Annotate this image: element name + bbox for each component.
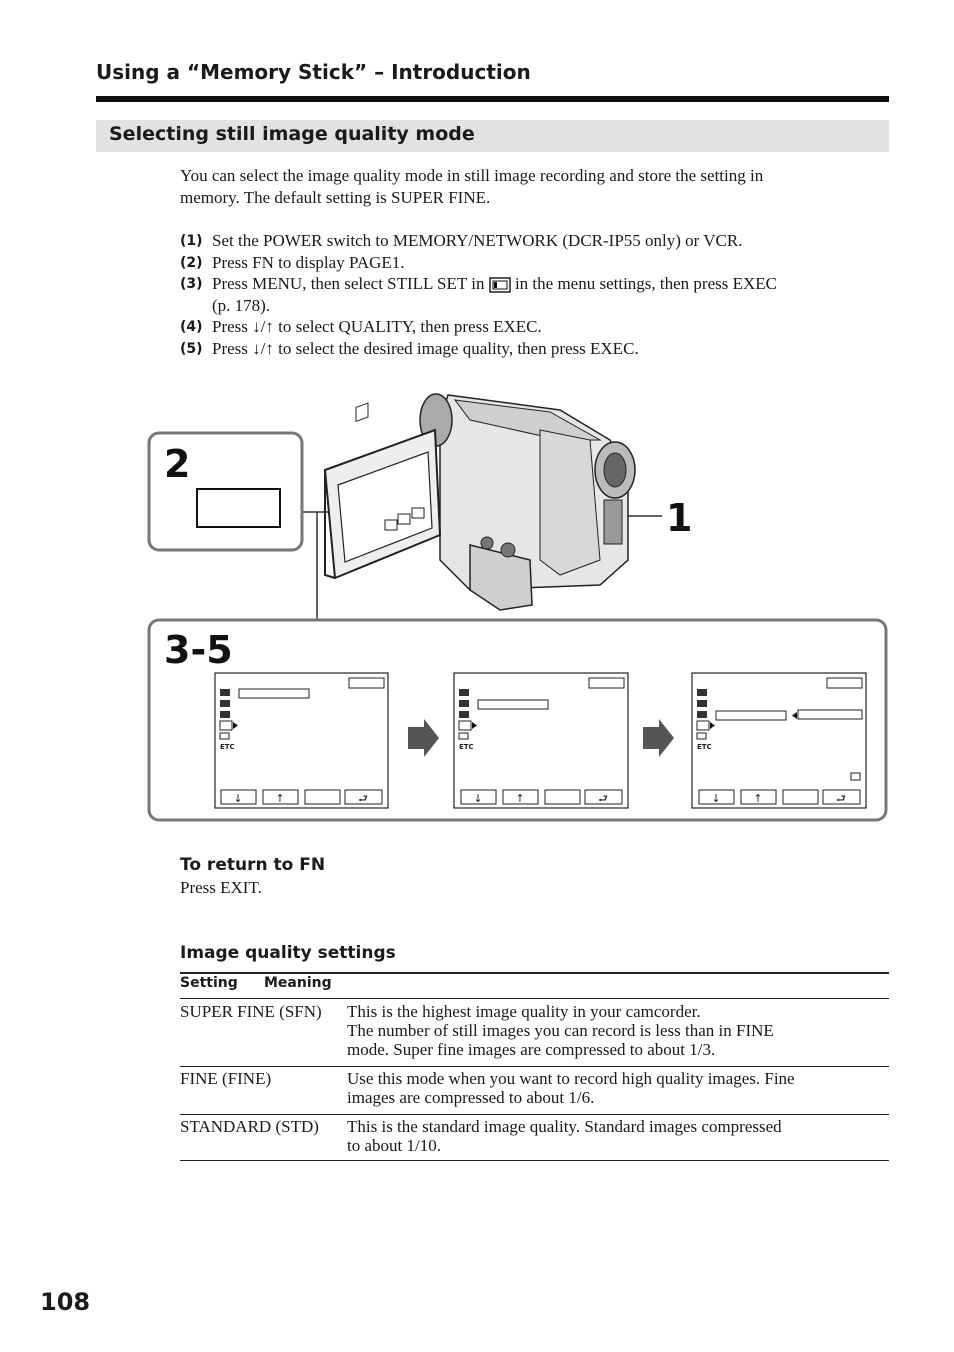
up-arrow-icon: ↑ bbox=[515, 792, 525, 805]
meaning-cell bbox=[347, 1117, 887, 1155]
table-rule bbox=[180, 1066, 889, 1067]
meaning-line: to about 1/10. bbox=[347, 1136, 441, 1155]
section-header: Using a “Memory Stick” – Introduction bbox=[96, 60, 531, 84]
menu-screen-3 bbox=[692, 673, 866, 808]
up-arrow-icon: ↑ bbox=[753, 792, 763, 805]
step-text-after: to select QUALITY, then press EXEC. bbox=[278, 317, 542, 336]
step-text-before: Press bbox=[212, 317, 248, 336]
callout-label-2: 2 bbox=[164, 442, 191, 486]
intro-line-1: You can select the image quality mode in still image recording and store the setting in bbox=[180, 166, 764, 185]
etc-label: ETC bbox=[459, 743, 474, 751]
camcorder-illustration bbox=[325, 394, 635, 610]
column-header-meaning: Meaning bbox=[264, 975, 332, 991]
step-number: (5) bbox=[180, 341, 203, 357]
setting-cell: SUPER FINE (SFN) bbox=[180, 1002, 322, 1021]
step-text: Press FN to display PAGE1. bbox=[212, 253, 405, 272]
up-arrow-icon: ↑ bbox=[265, 317, 274, 336]
step-number: (3) bbox=[180, 276, 203, 292]
step-text bbox=[212, 273, 877, 317]
step-3-5-panel bbox=[149, 620, 886, 820]
menu-screen-1 bbox=[215, 673, 388, 808]
down-arrow-icon: ↓ bbox=[252, 339, 261, 358]
step-text-line2: (p. 178). bbox=[212, 296, 271, 315]
table-rule bbox=[180, 1114, 889, 1115]
return-to-fn-text: Press EXIT. bbox=[180, 878, 262, 897]
menu-screen-2 bbox=[454, 673, 628, 808]
meaning-cell bbox=[347, 1069, 887, 1107]
up-arrow-icon: ↑ bbox=[265, 339, 274, 358]
table-rule bbox=[180, 972, 889, 974]
table-rule bbox=[180, 1160, 889, 1161]
return-icon: ⮐ bbox=[836, 792, 846, 805]
down-arrow-icon: ↓ bbox=[473, 792, 483, 805]
step-text-after: in the menu settings, then press EXEC bbox=[514, 274, 778, 293]
table-rule bbox=[180, 998, 889, 999]
meaning-line: This is the highest image quality in your camcorder. bbox=[347, 1002, 701, 1021]
step-text: Set the POWER switch to MEMORY/NETWORK (DCR-IP55 only) or VCR. bbox=[212, 231, 743, 250]
header-rule bbox=[96, 96, 889, 102]
down-arrow-icon: ↓ bbox=[252, 317, 261, 336]
page-title: Selecting still image quality mode bbox=[109, 123, 475, 145]
etc-label: ETC bbox=[697, 743, 712, 751]
slash-glyph: / bbox=[260, 339, 266, 358]
etc-label: ETC bbox=[220, 743, 235, 751]
memory-stick-menu-icon bbox=[489, 277, 511, 293]
step-text-before: Press bbox=[212, 339, 248, 358]
slash-glyph: / bbox=[260, 317, 266, 336]
setting-cell: STANDARD (STD) bbox=[180, 1117, 319, 1136]
title-band bbox=[96, 120, 889, 152]
meaning-line: This is the standard image quality. Standard images compressed bbox=[347, 1117, 782, 1136]
return-to-fn-heading: To return to FN bbox=[180, 855, 326, 875]
settings-heading: Image quality settings bbox=[180, 943, 396, 963]
meaning-cell bbox=[347, 1002, 887, 1059]
intro-paragraph bbox=[180, 165, 880, 209]
down-arrow-icon: ↓ bbox=[711, 792, 721, 805]
setting-cell: FINE (FINE) bbox=[180, 1069, 272, 1088]
fn-button bbox=[197, 489, 280, 527]
meaning-line: images are compressed to about 1/6. bbox=[347, 1088, 595, 1107]
up-arrow-icon: ↑ bbox=[275, 792, 285, 805]
camcorder-figure bbox=[0, 380, 954, 830]
step-text bbox=[212, 316, 877, 338]
return-icon: ⮐ bbox=[598, 792, 608, 805]
return-icon: ⮐ bbox=[358, 792, 368, 805]
meaning-line: mode. Super fine images are compressed to about 1/3. bbox=[347, 1040, 716, 1059]
intro-line-2: memory. The default setting is SUPER FINE. bbox=[180, 188, 491, 207]
step-number: (4) bbox=[180, 319, 203, 335]
step-number: (2) bbox=[180, 255, 203, 271]
step-number: (1) bbox=[180, 233, 203, 249]
callout-label-3-5: 3-5 bbox=[164, 628, 233, 672]
page-number: 108 bbox=[40, 1288, 91, 1316]
step-text bbox=[212, 338, 877, 360]
lcd-button bbox=[356, 403, 368, 421]
column-header-setting: Setting bbox=[180, 975, 238, 991]
meaning-line: Use this mode when you want to record high quality images. Fine bbox=[347, 1069, 795, 1088]
step-2-callout bbox=[149, 433, 302, 550]
step-text-before: Press MENU, then select STILL SET in bbox=[212, 274, 485, 293]
callout-label-1: 1 bbox=[666, 496, 693, 540]
meaning-line: The number of still images you can record is less than in FINE bbox=[347, 1021, 774, 1040]
step-text-after: to select the desired image quality, then press EXEC. bbox=[278, 339, 639, 358]
down-arrow-icon: ↓ bbox=[233, 792, 243, 805]
